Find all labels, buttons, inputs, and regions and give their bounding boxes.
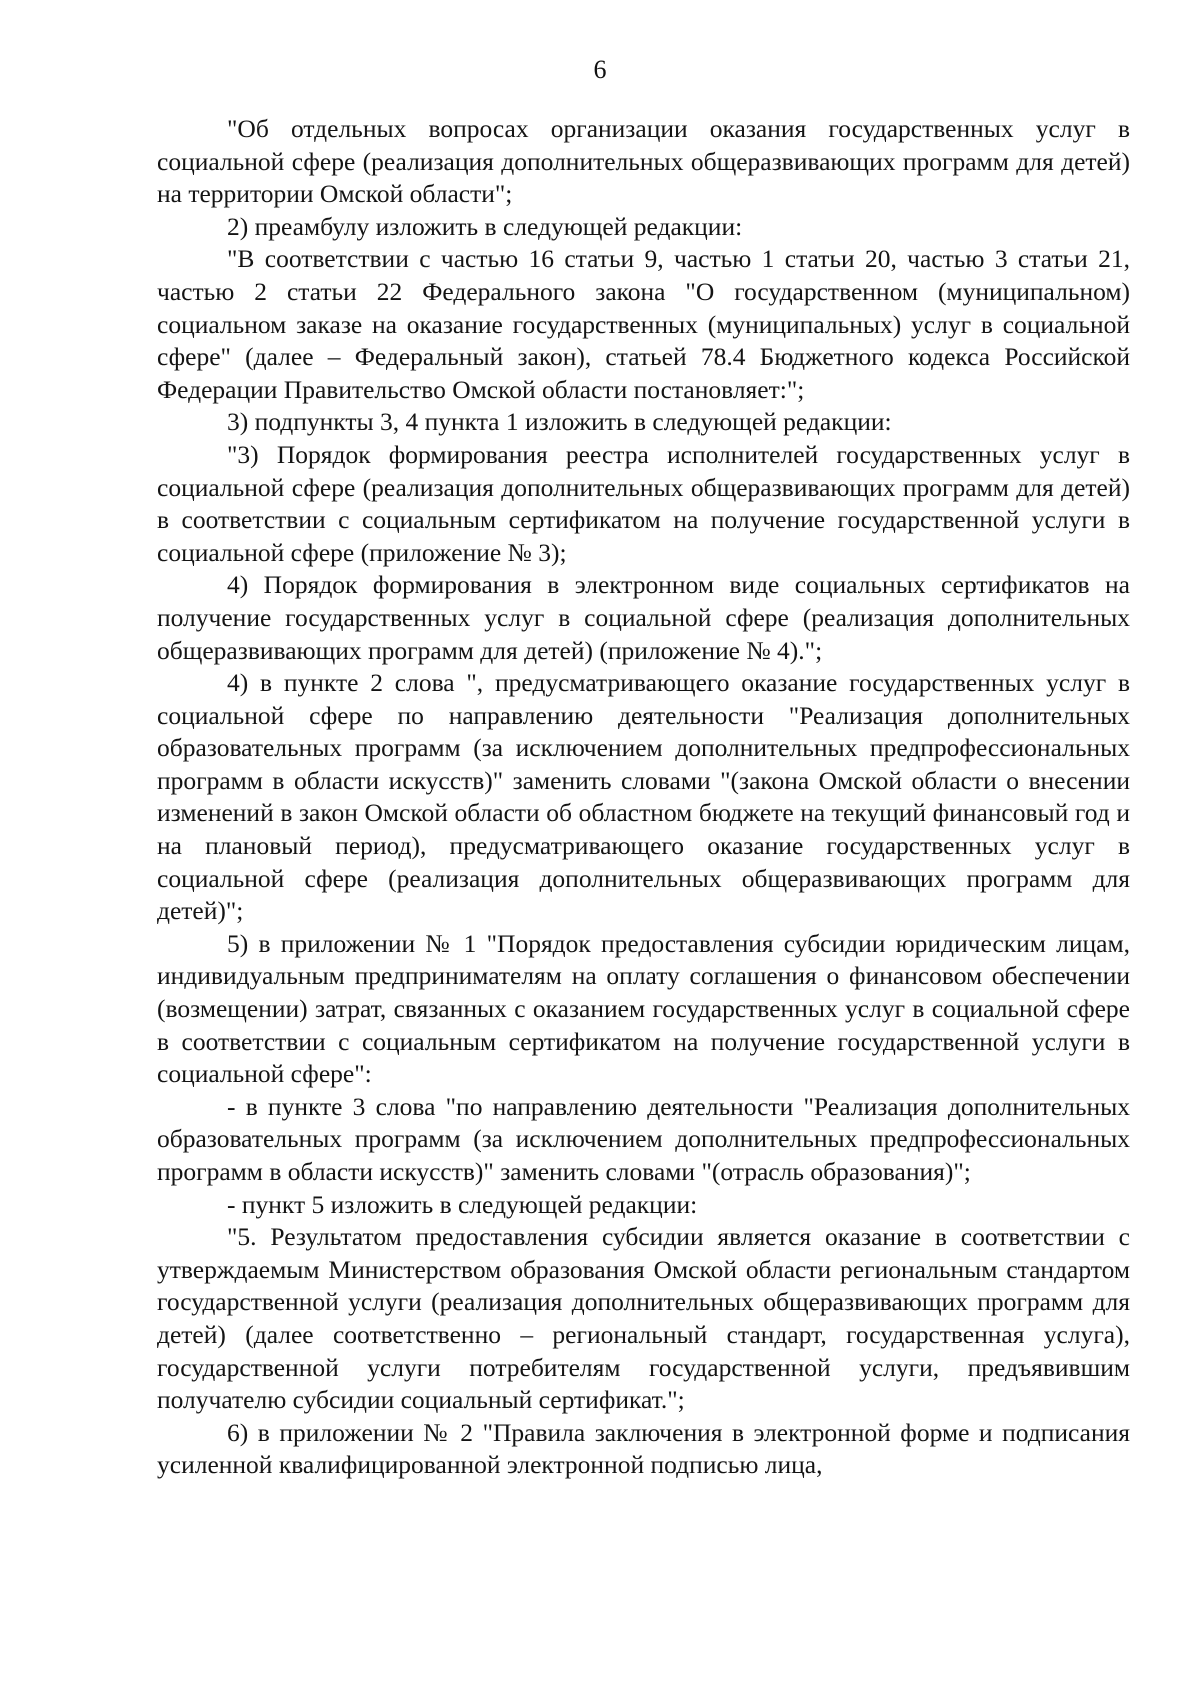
paragraph-item-3: 3) подпункты 3, 4 пункта 1 изложить в следующей редакции: [227, 407, 892, 437]
paragraph-item-5-point-3: - в пункте 3 слова "по направлению деятельности "Реализация дополнительных образовательных программ (за исключением дополнительных предпрофессиональных программ в области искусств)" заменить словами "(отрасль образования)"; [157, 1091, 1130, 1186]
paragraph-item-4: 4) в пункте 2 слова ", предусматривающего оказание государственных услуг в социальной сфере по направлению деятельности "Реализация дополнительных образовательных программ (за исключением дополнительных предпрофессиональных программ в области искусств)" заменить словами "(закона Омской области о внесении изменений в закон Омской области об областном бюджете на текущий финансовый год и на плановый период), предусматривающего оказание государственных услуг в социальной сфере (реализация дополнительных общеразвивающих программ для детей)"; [157, 668, 1130, 926]
paragraph-resolution-title-continuation: "Об отдельных вопросах организации оказания государственных услуг в социальной сфере (реализация дополнительных общеразвивающих программ для детей) на территории Омской области"; [157, 114, 1130, 209]
paragraph-item-5: 5) в приложении № 1 "Порядок предоставления субсидии юридическим лицам, индивидуальным предпринимателям на оплату соглашения о финансовом обеспечении (возмещении) затрат, связанных с оказанием государственных услуг в социальной сфере в соответствии с социальным сертификатом на получение государственной услуги в социальной сфере": [157, 928, 1130, 1089]
page-number: 6 [593, 55, 607, 84]
paragraph-item-5-point-5: - пункт 5 изложить в следующей редакции: [227, 1189, 698, 1219]
paragraph-subitem-4: 4) Порядок формирования в электронном виде социальных сертификатов на получение государственных услуг в социальной сфере (реализация дополнительных общеразвивающих программ для детей) (приложение № 4)."; [157, 570, 1130, 665]
paragraph-subitem-3: "3) Порядок формирования реестра исполнителей государственных услуг в социальной сфере (реализация дополнительных общеразвивающих программ для детей) в соответствии с социальным сертификатом на получение государственной услуги в социальной сфере (приложение № 3); [157, 439, 1130, 567]
paragraph-preamble-text: "В соответствии с частью 16 статьи 9, частью 1 статьи 20, частью 3 статьи 21, частью 2 статьи 22 Федерального закона "О государственном (муниципальном) социальном заказе на оказание государственных (муниципальных) услуг в социальной сфере" (далее – Федеральный закон), статьей 78.4 Бюджетного кодекса Российской Федерации Правительство Омской области постановляет:"; [157, 244, 1130, 404]
document-body [157, 113, 1130, 1482]
paragraph-item-2: 2) преамбулу изложить в следующей редакции: [227, 211, 743, 241]
paragraph-item-6: 6) в приложении № 2 "Правила заключения в электронной форме и подписания усиленной квалифицированной электронной подписью лица, [157, 1417, 1130, 1480]
paragraph-point-5-text: "5. Результатом предоставления субсидии является оказание в соответствии с утверждаемым Министерством образования Омской области региональным стандартом государственной услуги (реализация дополнительных общеразвивающих программ для детей) (далее соответственно – региональный стандарт, государственная услуга), государственной услуги потребителям государственной услуги, предъявившим получателю субсидии социальный сертификат."; [157, 1222, 1130, 1415]
